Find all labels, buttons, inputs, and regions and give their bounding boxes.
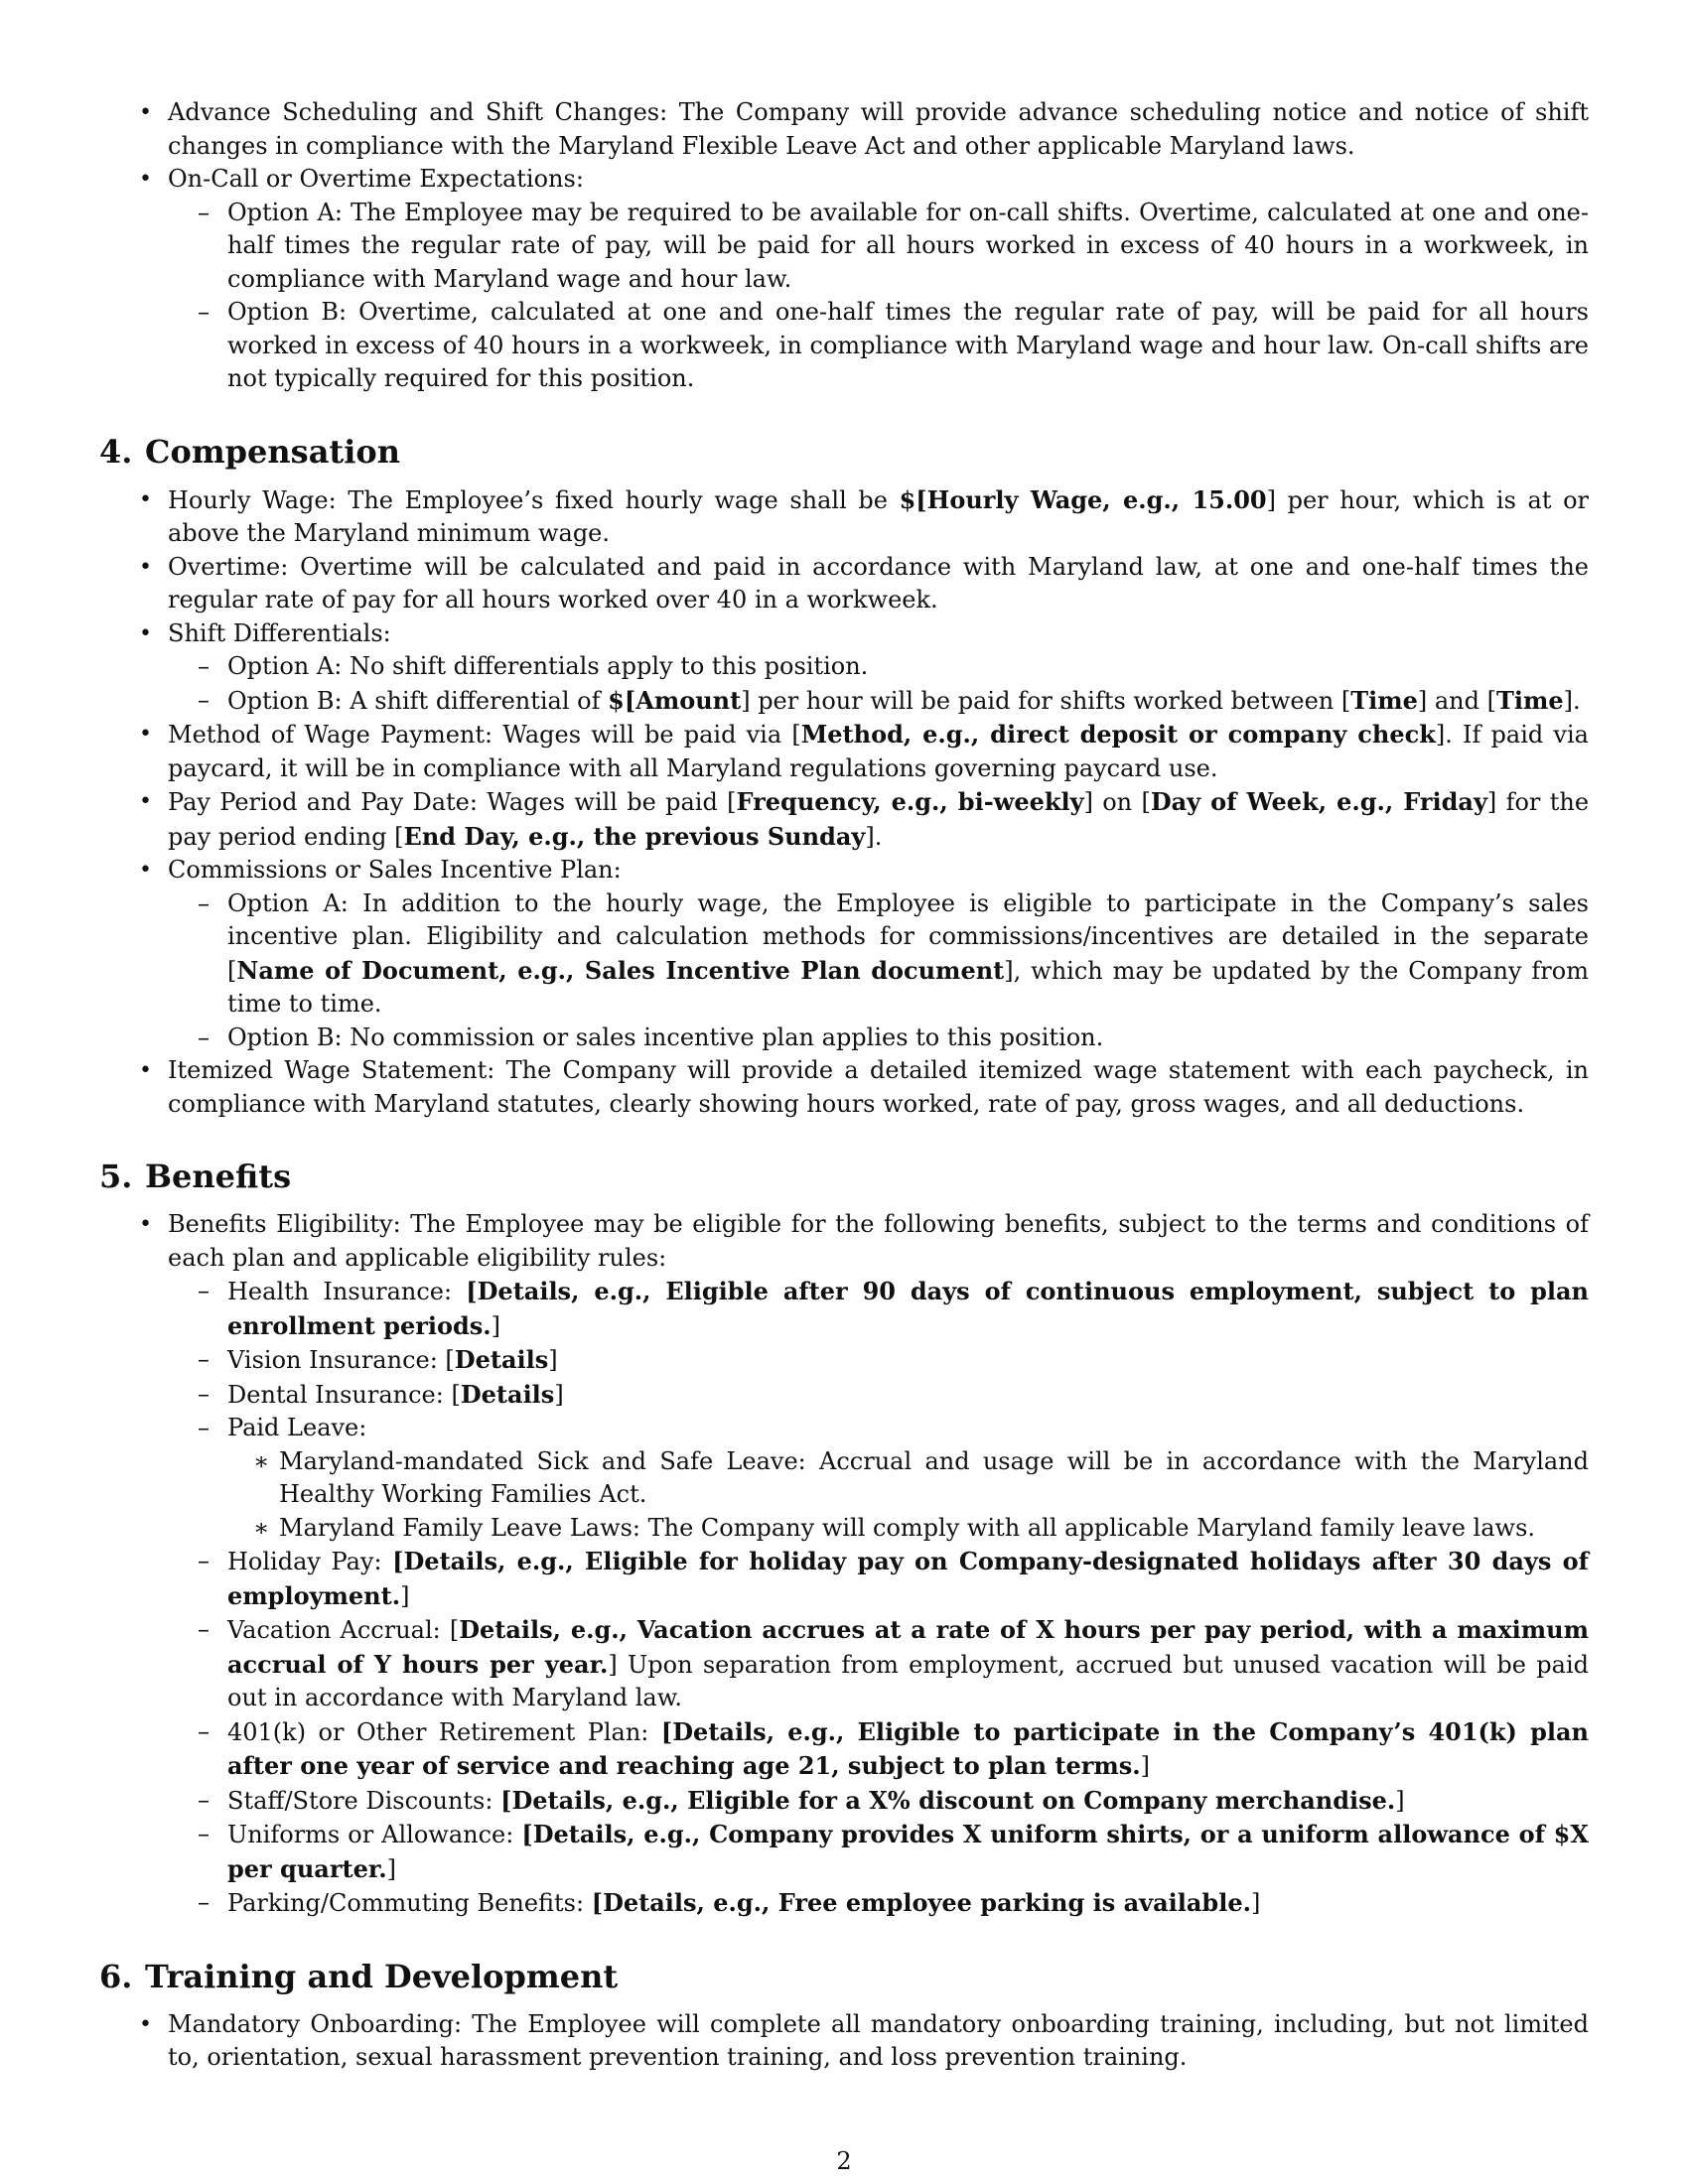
section-3-list <box>99 96 1589 396</box>
list-item: – Option A: No shift differentials apply to this position. <box>168 650 1589 684</box>
list-item: • Hourly Wage: The Employee’s fixed hourly wage shall be $[Hourly Wage, e.g., 15.00] per hour, which is at or above the Maryland minimum wage. <box>99 483 1589 551</box>
list-item: • Shift Differentials: – Option A: No shift differentials apply to this position. – Option B: A shift differential of $[Amount] per hour will be paid for shifts worked between [Time] and [Time]. <box>99 617 1589 719</box>
list-item: – Dental Insurance: [Details] <box>168 1378 1589 1413</box>
list-item: – Option A: The Employee may be required to be available for on-call shifts. Overtime, calculated at one and one-half times the regular rate of pay, will be paid for all hours worked in excess of 40 hours in a workweek, in compliance with Maryland wage and hour law. <box>168 197 1589 297</box>
section-4-list <box>99 483 1589 1122</box>
list-item: ∗ Maryland-mandated Sick and Safe Leave: Accrual and usage will be in accordance with the Maryland Healthy Working Families Act. <box>227 1445 1589 1512</box>
list-item: – Parking/Commuting Benefits: [Details, e.g., Free employee parking is available.] <box>168 1886 1589 1921</box>
list-item: – Holiday Pay: [Details, e.g., Eligible for holiday pay on Company-designated holidays after 30 days of employment.] <box>168 1545 1589 1613</box>
section-heading-benefits: 5. Benefits <box>99 1158 292 1195</box>
list-item: – Vision Insurance: [Details] <box>168 1343 1589 1378</box>
on-call-options <box>168 197 1589 396</box>
list-item: • Benefits Eligibility: The Employee may be eligible for the following benefits, subject to the terms and conditions of each plan and applicable eligibility rules: – Health Insurance: [Details, e.g., Eligible after 90 days of continuous employment, subject to plan enrollment periods.] – Vision Insurance: [Details] – Dental Insurance: [Details] – Paid Leave: ∗ Maryland-mandated Sick and Safe Leave: Accrual and usage will be in accordance with the Maryland Healthy Working Families Act. ∗ Maryland Family Leave Laws: The Company will comply with all applicable Maryland family leave laws. – Holiday Pay: [Details, e.g., Eligible for holiday pay on Company-designated holidays after 30 days of employment.] – Vacation Accrual: [Details, e.g., Vacation accrues at a rate of X hours per pay period, with a maximum accrual of Y hours per year.] Upon separation from employment, accrued but unused vacation will be paid out in accordance with Maryland law. – 401(k) or Other Retirement Plan: [Details, e.g., Eligible to participate in the Company’s 401(k) plan after one year of service and reaching age 21, subject to plan terms.] – Staff/Store Discounts: [Details, e.g., Eligible for a X% discount on Company merchandise.] – Uniforms or Allowance: [Details, e.g., Company provides X uniform shirts, or a uniform allowance of $X per quarter.] – Parking/Commuting Benefits: [Details, e.g., Free employee parking is available.] <box>99 1208 1589 1921</box>
list-item: – Option B: A shift differential of $[Amount] per hour will be paid for shifts worked between [Time] and [Time]. <box>168 684 1589 719</box>
paid-leave-list <box>227 1445 1589 1546</box>
list-item: • Itemized Wage Statement: The Company will provide a detailed itemized wage statement with each paycheck, in compliance with Maryland statutes, clearly showing hours worked, rate of pay, gross wages, and all deductions. <box>99 1054 1589 1121</box>
list-item: • Overtime: Overtime will be calculated and paid in accordance with Maryland law, at one and one-half times the regular rate of pay for all hours worked over 40 in a workweek. <box>99 551 1589 617</box>
list-item: – Option B: Overtime, calculated at one and one-half times the regular rate of pay, will be paid for all hours worked in excess of 40 hours in a workweek, in compliance with Maryland wage and hour law. On-call shifts are not typically required for this position. <box>168 296 1589 396</box>
page-number: 2 <box>836 2147 852 2175</box>
section-6-list <box>99 2008 1589 2075</box>
shift-differential-options <box>168 650 1589 718</box>
list-item: ∗ Maryland Family Leave Laws: The Company will comply with all applicable Maryland family leave laws. <box>227 1512 1589 1546</box>
list-item: • On-Call or Overtime Expectations: – Option A: The Employee may be required to be available for on-call shifts. Overtime, calculated at one and one-half times the regular rate of pay, will be paid for all hours worked in excess of 40 hours in a workweek, in compliance with Maryland wage and hour law. – Option B: Overtime, calculated at one and one-half times the regular rate of pay, will be paid for all hours worked in excess of 40 hours in a workweek, in compliance with Maryland wage and hour law. On-call shifts are not typically required for this position. <box>99 163 1589 396</box>
list-item: – 401(k) or Other Retirement Plan: [Details, e.g., Eligible to participate in the Company’s 401(k) plan after one year of service and reaching age 21, subject to plan terms.] <box>168 1715 1589 1784</box>
list-item: – Option A: In addition to the hourly wage, the Employee is eligible to participate in the Company’s sales incentive plan. Eligibility and calculation methods for commissions/incentives are detailed in the separate [Name of Document, e.g., Sales Incentive Plan document], which may be updated by the Company from time to time. <box>168 887 1589 1022</box>
section-5-list <box>99 1208 1589 1921</box>
list-item: • Commissions or Sales Incentive Plan: – Option A: In addition to the hourly wage, the Employee is eligible to participate in the Company’s sales incentive plan. Eligibility and calculation methods for commissions/incentives are detailed in the separate [Name of Document, e.g., Sales Incentive Plan document], which may be updated by the Company from time to time. – Option B: No commission or sales incentive plan applies to this position. <box>99 854 1589 1054</box>
commission-options <box>168 887 1589 1055</box>
list-item: – Vacation Accrual: [Details, e.g., Vacation accrues at a rate of X hours per pay period, with a maximum accrual of Y hours per year.] Upon separation from employment, accrued but unused vacation will be paid out in accordance with Maryland law. <box>168 1613 1589 1715</box>
list-item: – Health Insurance: [Details, e.g., Eligible after 90 days of continuous employment, subject to plan enrollment periods.] <box>168 1275 1589 1343</box>
list-item: – Option B: No commission or sales incentive plan applies to this position. <box>168 1022 1589 1055</box>
list-item: – Paid Leave: ∗ Maryland-mandated Sick and Safe Leave: Accrual and usage will be in accordance with the Maryland Healthy Working Families Act. ∗ Maryland Family Leave Laws: The Company will comply with all applicable Maryland family leave laws. <box>168 1412 1589 1545</box>
list-item: – Staff/Store Discounts: [Details, e.g., Eligible for a X% discount on Company merchandise.] <box>168 1784 1589 1819</box>
list-item: • Advance Scheduling and Shift Changes: The Company will provide advance scheduling notice and notice of shift changes in compliance with the Maryland Flexible Leave Act and other applicable Maryland laws. <box>99 96 1589 163</box>
list-item: • Method of Wage Payment: Wages will be paid via [Method, e.g., direct deposit or company check]. If paid via paycard, it will be in compliance with all Maryland regulations governing paycard use. <box>99 718 1589 785</box>
list-item: • Pay Period and Pay Date: Wages will be paid [Frequency, e.g., bi-weekly] on [Day of Week, e.g., Friday] for the pay period ending [End Day, e.g., the previous Sunday]. <box>99 785 1589 854</box>
section-heading-training: 6. Training and Development <box>99 1957 619 1995</box>
document-body <box>99 96 1589 2075</box>
benefits-list <box>168 1275 1589 1921</box>
list-item: – Uniforms or Allowance: [Details, e.g., Company provides X uniform shirts, or a uniform allowance of $X per quarter.] <box>168 1818 1589 1886</box>
list-item: • Mandatory Onboarding: The Employee will complete all mandatory onboarding training, including, but not limited to, orientation, sexual harassment prevention training, and loss prevention training. <box>99 2008 1589 2075</box>
section-heading-compensation: 4. Compensation <box>99 432 400 471</box>
